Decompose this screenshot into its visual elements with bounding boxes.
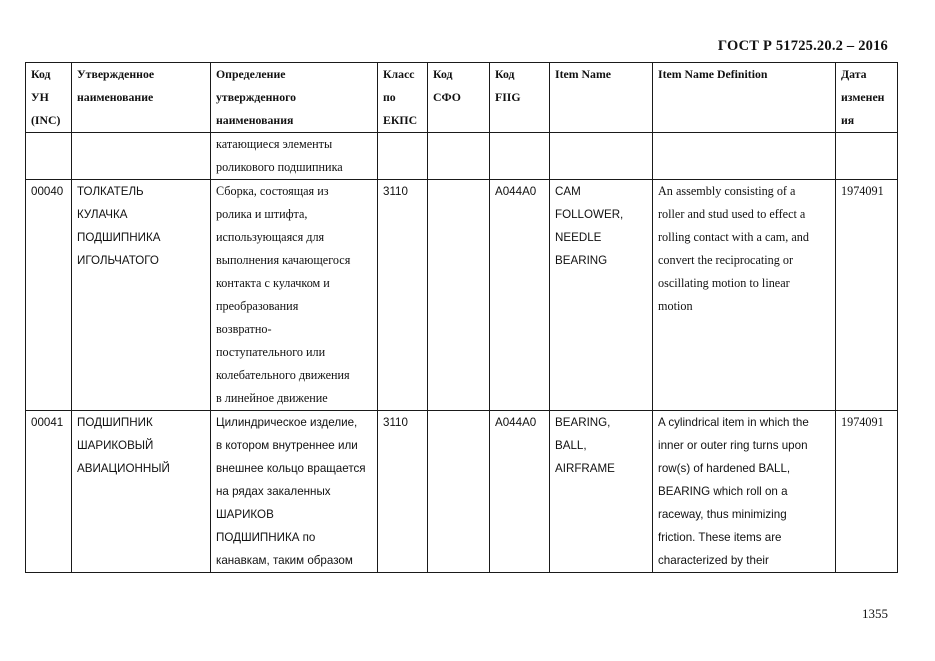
cell-ekps-class <box>378 133 428 180</box>
cell-change-date: 1974091 <box>836 411 898 573</box>
cell-inc <box>26 133 72 180</box>
cell-inc: 00040 <box>26 180 72 411</box>
cell-sfo-code <box>428 133 490 180</box>
page-number: 1355 <box>862 606 888 621</box>
table-header-row <box>26 63 898 133</box>
cell-item-name <box>550 133 653 180</box>
table-row <box>26 411 898 573</box>
header-definition: Определение утвержденного наименования <box>211 63 378 133</box>
header-fiig-code: Код FIIG <box>490 63 550 133</box>
document-standard-title: ГОСТ Р 51725.20.2 – 2016 <box>717 38 888 54</box>
header-inc: Код УН (INC) <box>26 63 72 133</box>
cell-item-name-definition: An assembly consisting of a roller and stud used to effect a rolling contact with a cam, and convert the reciprocating or oscillating motion to linear motion <box>653 180 836 411</box>
header-ekps-class: Класс по ЕКПС <box>378 63 428 133</box>
cell-definition: Цилиндрическое изделие, в котором внутреннее или внешнее кольцо вращается на рядах закаленных ШАРИКОВ ПОДШИПНИКА по канавкам, таким образом <box>211 411 378 573</box>
catalog-table <box>25 62 898 573</box>
cell-item-name-definition <box>653 133 836 180</box>
cell-approved-name <box>72 133 211 180</box>
table-row <box>26 180 898 411</box>
header-approved-name: Утвержденное наименование <box>72 63 211 133</box>
header-item-name-definition: Item Name Definition <box>653 63 836 133</box>
cell-inc: 00041 <box>26 411 72 573</box>
cell-sfo-code <box>428 180 490 411</box>
header-sfo-code: Код СФО <box>428 63 490 133</box>
header-item-name: Item Name <box>550 63 653 133</box>
cell-fiig-code <box>490 133 550 180</box>
cell-fiig-code: A044A0 <box>490 411 550 573</box>
table-row-continuation <box>26 133 898 180</box>
cell-ekps-class: 3110 <box>378 411 428 573</box>
cell-item-name-definition: A cylindrical item in which the inner or outer ring turns upon row(s) of hardened BALL, BEARING which roll on a raceway, thus minimizing friction. These items are characterized by their <box>653 411 836 573</box>
cell-item-name: BEARING, BALL, AIRFRAME <box>550 411 653 573</box>
cell-definition: катающиеся элементы роликового подшипника <box>211 133 378 180</box>
cell-approved-name: ТОЛКАТЕЛЬ КУЛАЧКА ПОДШИПНИКА ИГОЛЬЧАТОГО <box>72 180 211 411</box>
cell-change-date: 1974091 <box>836 180 898 411</box>
cell-change-date <box>836 133 898 180</box>
cell-definition: Сборка, состоящая из ролика и штифта, использующаяся для выполнения качающегося контакта с кулачком и преобразования возвратно- поступательного или колебательного движения в линейное движение <box>211 180 378 411</box>
cell-fiig-code: A044A0 <box>490 180 550 411</box>
cell-sfo-code <box>428 411 490 573</box>
cell-ekps-class: 3110 <box>378 180 428 411</box>
cell-item-name: CAM FOLLOWER, NEEDLE BEARING <box>550 180 653 411</box>
header-change-date: Дата изменен ия <box>836 63 898 133</box>
cell-approved-name: ПОДШИПНИК ШАРИКОВЫЙ АВИАЦИОННЫЙ <box>72 411 211 573</box>
